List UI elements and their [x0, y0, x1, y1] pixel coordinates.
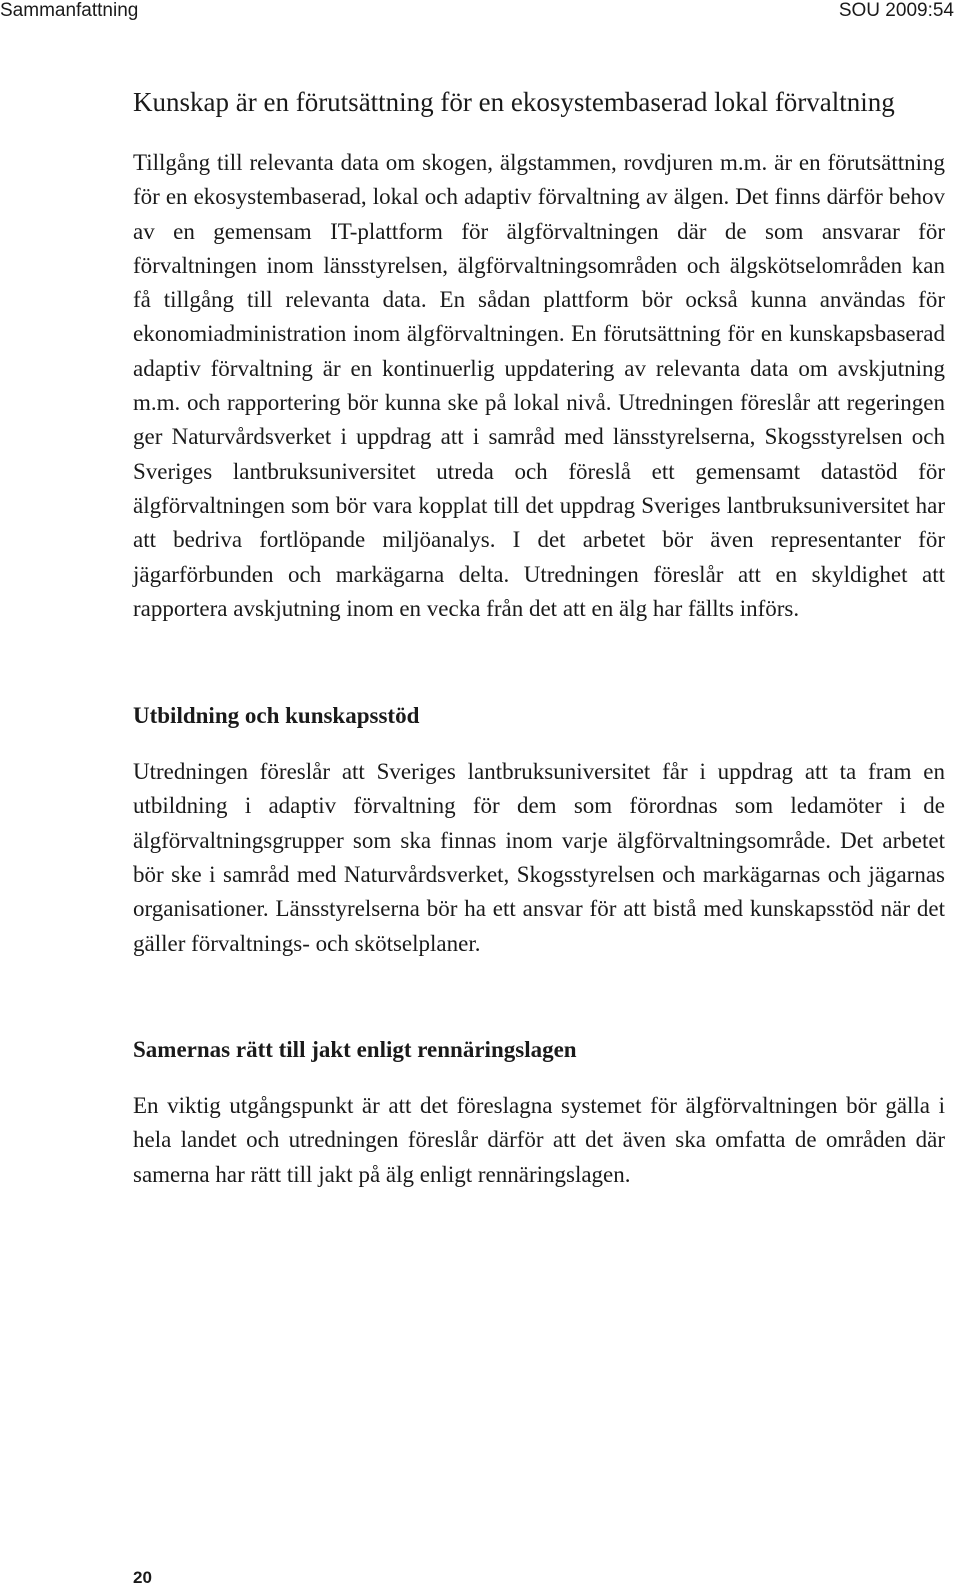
section-heading-utbildning: Utbildning och kunskapsstöd [133, 703, 420, 729]
section-heading-samernas-ratt: Samernas rätt till jakt enligt rennäringslagen [133, 1036, 577, 1062]
section-paragraph-utbildning: Utredningen föreslår att Sveriges lantbruksuniversitet får i uppdrag att ta fram en utbildning i adaptiv förvaltning för dem som förordnas som ledamöter i de älgförvaltningsgrupper som ska finnas inom varje älgförvaltningsområde. Det arbetet bör ske i samråd med Naturvårdsverket, Skogsstyrelsen och markägarnas och jägarnas organisationer. Länsstyrelserna bör ha ett ansvar för att bistå med kunskapsstöd när det gäller förvaltnings- och skötselplaner. [133, 759, 945, 956]
header-section-name: Sammanfattning [0, 0, 139, 21]
section-heading-kunskap: Kunskap är en förutsättning för en ekosystembaserad lokal förvaltning [133, 87, 895, 117]
section-paragraph-kunskap: Tillgång till relevanta data om skogen, älgstammen, rovdjuren m.m. är en förutsättning för en ekosystembaserad, lokal och adaptiv förvaltning av älgen. Det finns därför behov av en gemensam IT-plattform för älgförvaltningen där de som ansvarar för förvaltningen inom länsstyrelsen, älgförvaltningsområden och älgskötselområden kan få tillgång till relevanta data. En sådan plattform bör också kunna användas för ekonomiadministration inom älgförvaltningen. En förutsättning för en kunskapsbaserad adaptiv förvaltning är en kontinuerlig uppdatering av relevanta data om avskjutning m.m. och rapportering bör kunna ske på lokal nivå. Utredningen föreslår att regeringen ger Naturvårdsverket i uppdrag att i samråd med länsstyrelserna, Skogsstyrelsen och Sveriges lantbruksuniversitet utreda och föreslå ett gemensamt datastöd för älgförvaltningen som bör vara kopplat till det uppdrag Sveriges lantbruksuniversitet har att bedriva fortlöpande miljöanalys. I det arbetet bör även representanter för jägarförbunden och markägarna delta. Utredningen föreslår att en skyldighet att rapportera avskjutning inom en vecka från det att en älg har fällts införs. [133, 150, 945, 621]
running-header [0, 0, 960, 26]
header-document-id: SOU 2009:54 [838, 0, 954, 21]
section-paragraph-samernas-ratt: En viktig utgångspunkt är att det föreslagna systemet för älgförvaltningen bör gälla i hela landet och utredningen föreslår därför att det även ska omfatta de områden där samerna har rätt till jakt på älg enligt rennäringslagen. [133, 1092, 945, 1187]
main-content [133, 86, 945, 1192]
page-number: 20 [133, 1568, 152, 1587]
